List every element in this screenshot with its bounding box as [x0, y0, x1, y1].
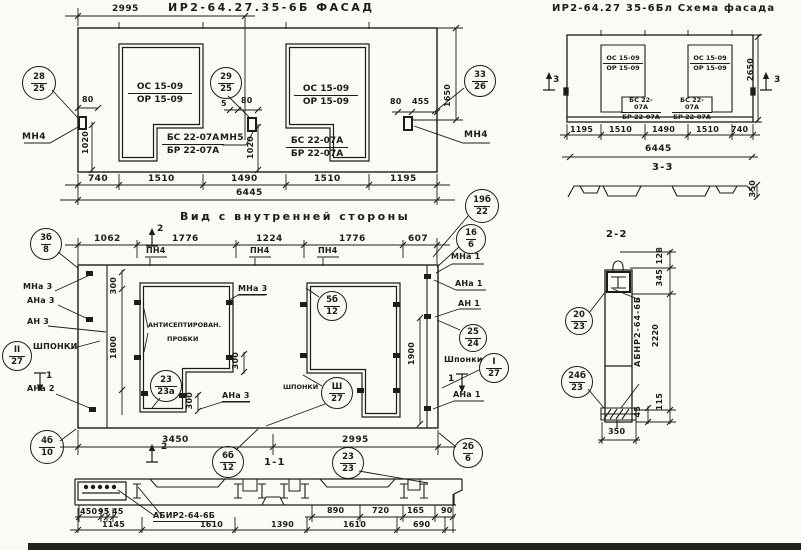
- callout-2b-6: [453, 438, 483, 468]
- inner-section-marker-2-bottom: 2: [161, 442, 168, 452]
- sill-block-code2: БР 22-07А: [290, 149, 344, 160]
- callout-num: 16: [465, 228, 477, 238]
- schema-dim-1195: 1195: [570, 125, 594, 134]
- inner-dim-607: 607: [408, 234, 428, 244]
- callout-num: 6б: [222, 451, 234, 461]
- inner-label-shponki-right: Шпонки: [444, 355, 483, 364]
- sill-block-code2: БР 22-07А: [166, 146, 220, 157]
- callout-num: 19б: [473, 195, 491, 205]
- callout-num: 33: [474, 70, 486, 80]
- sill-block-code: БС 22-07А: [162, 133, 224, 145]
- s11-dim-95: 95: [98, 507, 110, 516]
- facade-window2-label: [294, 84, 358, 108]
- window-block-code: ОС 15-09: [128, 82, 192, 94]
- inner-label-ana3: АНа 3: [27, 296, 55, 305]
- s11-reinforcement-label: АБИР2-64-6Б: [153, 512, 215, 522]
- callout-den: 27: [488, 368, 500, 379]
- inner-label-mna3b: МНа 3: [238, 285, 267, 295]
- s11-dim-45: 45: [112, 507, 124, 516]
- sill-block-code: БС 22-07А: [621, 97, 661, 113]
- callout-I-27: [479, 353, 509, 383]
- section-2-2-profile: [601, 261, 636, 428]
- inner-section-marker-1-right: 1: [448, 374, 455, 384]
- schema-section-marker-right: 3: [774, 75, 781, 85]
- inner-dim-300a: 300: [109, 277, 118, 295]
- callout-29-25: [210, 67, 242, 99]
- s11-dim-690: 690: [413, 520, 431, 529]
- inner-label-an3: АН 3: [27, 317, 50, 326]
- s11-dim-1390: 1390: [271, 520, 295, 529]
- inner-dim-1800: 1800: [109, 336, 118, 360]
- inner-dim-300b: 300: [231, 352, 240, 370]
- facade-dim-2995: 2995: [112, 4, 139, 14]
- callout-den: 23: [571, 382, 583, 393]
- callout-num: 5б: [326, 295, 338, 305]
- callout-den: 6: [468, 239, 474, 250]
- callout-num: 28: [33, 72, 45, 82]
- callout-num: II: [13, 345, 21, 355]
- schema-dim-1510b: 1510: [696, 125, 720, 134]
- facade-dim-80-left: 80: [82, 95, 94, 104]
- callout-den: 8: [43, 244, 49, 255]
- callout-num: 4б: [41, 436, 53, 446]
- s11-dim-450: 450: [80, 507, 98, 516]
- inner-view-title: Вид с внутренней стороны: [180, 210, 411, 223]
- scan-edge-bar: [28, 543, 801, 550]
- facade-dim-740: 740: [88, 174, 108, 184]
- schema-window2-label: [690, 55, 730, 72]
- callout-33-26: [464, 65, 496, 97]
- callout-den: 25: [33, 83, 45, 94]
- inner-label-ana2: АНа 2: [27, 384, 55, 393]
- callout-25-24: [459, 324, 487, 352]
- inner-section-marker-2-top: 2: [157, 224, 164, 234]
- inner-label-antiseptic-2: ПРОБКИ: [167, 335, 199, 343]
- schema-sill2-label: [672, 97, 712, 121]
- facade-dim-80-mid: 80: [241, 96, 253, 105]
- schema-section-label-3-3: 3-3: [652, 162, 674, 173]
- callout-den: 23а: [157, 386, 175, 397]
- callout-4b-10: [30, 430, 64, 464]
- facade-window1-label: [128, 82, 192, 106]
- facade-dim-455: 455: [412, 97, 430, 106]
- schema-dim-6445: 6445: [645, 144, 672, 154]
- schema-window1-label: [603, 55, 643, 72]
- s22-dim-45: 45: [633, 406, 642, 418]
- inner-label-antiseptic-1: АНТИСЕПТИРОВАН.: [148, 321, 222, 329]
- sill-block-code: БС 22-07А: [672, 97, 712, 113]
- callout-num: I: [492, 357, 496, 367]
- callout-23-23: [332, 447, 364, 479]
- s22-dim-345: 345: [655, 269, 664, 287]
- callout-den: 12: [326, 306, 338, 317]
- facade-dim-6445: 6445: [236, 188, 263, 198]
- inner-label-shponki-left: ШПОНКИ: [33, 342, 78, 351]
- schema-section-profile: [568, 186, 753, 197]
- inner-dim-1224: 1224: [256, 234, 283, 244]
- callout-19b-22: [465, 189, 499, 223]
- s11-dim-720: 720: [372, 506, 390, 515]
- inner-dim-300c: 300: [185, 392, 194, 410]
- facade-sill1-label: [162, 133, 224, 157]
- window-block-code: ОС 15-09: [294, 84, 358, 96]
- schema-sill1-label: [621, 97, 661, 121]
- sill-block-code: БС 22-07А: [286, 136, 348, 148]
- s22-dim-2220: 2220: [651, 324, 660, 348]
- callout-num: 3б: [40, 233, 52, 243]
- inner-label-ana3b: АНа 3: [222, 392, 250, 402]
- facade-dim-1020-mid: 1020: [246, 136, 255, 160]
- schema-section-marker-left: 3: [553, 75, 560, 85]
- inner-dim-1776a: 1776: [172, 234, 199, 244]
- facade-dim-80-right: 80: [390, 97, 402, 106]
- callout-den: 23: [342, 463, 354, 474]
- callout-den: 25: [220, 83, 232, 94]
- s11-dim-165: 165: [407, 506, 425, 515]
- facade-anchor-mn4-right: МН4: [464, 130, 488, 140]
- inner-label-pn4-1: ПН4: [146, 246, 166, 255]
- window-block-code: ОС 15-09: [603, 55, 643, 64]
- facade-sill2-label: [286, 136, 348, 160]
- schema-dim-1510a: 1510: [609, 125, 633, 134]
- inner-dim-1062: 1062: [94, 234, 121, 244]
- facade-dim-1490: 1490: [231, 174, 258, 184]
- callout-den: 12: [222, 462, 234, 473]
- callout-20-23: [565, 307, 593, 335]
- window-block-code2: ОР 15-09: [693, 64, 727, 73]
- callout-24b-23: [561, 366, 593, 398]
- schema-title: ИР2-64.27 35-6Бл Схема фасада: [552, 3, 776, 14]
- s22-reinforcement-label: АБНР2-64-6Б: [633, 296, 642, 367]
- window-block-code2: ОР 15-09: [136, 95, 184, 106]
- s11-dim-1145: 1145: [102, 520, 126, 529]
- callout-5b-12: [317, 291, 347, 321]
- s11-dim-1610b: 1610: [343, 520, 367, 529]
- inner-label-ana1: АНа 1: [455, 279, 483, 288]
- facade-dim-1510a: 1510: [148, 174, 175, 184]
- inner-section-marker-1-left: 1: [46, 371, 53, 381]
- callout-den: 26: [474, 81, 486, 92]
- sill-block-code2: БР 22-07А: [673, 113, 711, 122]
- facade-title: ИР2-64.27.35-6Б ФАСАД: [168, 1, 375, 14]
- facade-dim-1195: 1195: [390, 174, 417, 184]
- window-block-code: ОС 15-09: [690, 55, 730, 64]
- inner-dim-3450: 3450: [162, 435, 189, 445]
- inner-dim-2995: 2995: [342, 435, 369, 445]
- callout-num: 2б: [462, 442, 474, 452]
- callout-num: Ш: [331, 382, 343, 392]
- callout-II-27: [2, 341, 32, 371]
- schema-dim-350: 350: [748, 180, 757, 198]
- facade-anchor-mn5: МН5: [220, 133, 244, 143]
- s11-dim-1610a: 1610: [200, 520, 224, 529]
- callout-den: 10: [41, 447, 53, 458]
- facade-dim-1510b: 1510: [314, 174, 341, 184]
- callout-III-27: [321, 377, 353, 409]
- inner-label-pn4-3: ПН4: [318, 246, 338, 255]
- section-label-2-2: 2-2: [606, 229, 628, 240]
- callout-den: 22: [476, 206, 488, 217]
- callout-den: 27: [331, 393, 343, 404]
- callout-6b-12: [212, 446, 244, 478]
- inner-label-pn4-2: ПН4: [250, 246, 270, 255]
- callout-16-6: [456, 224, 486, 254]
- inner-label-mna3: МНа 3: [23, 282, 53, 291]
- callout-23-23a: [150, 370, 182, 402]
- schema-dim-740: 740: [731, 125, 749, 134]
- schema-dim-1490: 1490: [652, 125, 676, 134]
- inner-label-ana1b: АНа 1: [453, 390, 481, 399]
- callout-num: 23: [160, 375, 172, 385]
- inner-dimension-lines: [34, 228, 468, 462]
- section-label-1-1: 1-1: [264, 457, 286, 468]
- callout-num: 29: [220, 72, 232, 82]
- window-block-code2: ОР 15-09: [302, 97, 350, 108]
- callout-3b-8: [30, 228, 62, 260]
- facade-dim-1650: 1650: [443, 84, 452, 108]
- s22-dim-128: 128: [655, 247, 664, 265]
- section-1-1-dimensions: [70, 487, 456, 533]
- inner-label-an1: АН 1: [458, 299, 481, 308]
- callout-den: 6: [465, 453, 471, 464]
- facade-anchor-mn4-left: МН4: [22, 132, 46, 142]
- schema-dim-2650: 2650: [746, 58, 755, 82]
- inner-dim-1776b: 1776: [339, 234, 366, 244]
- facade-dim-1020-left: 1020: [81, 131, 90, 155]
- callout-den: 23: [573, 321, 585, 332]
- s22-dim-350: 350: [608, 427, 626, 436]
- s22-dim-115: 115: [655, 393, 664, 411]
- callout-28-25: [22, 66, 56, 100]
- inner-label-mna1: МНа 1: [451, 252, 481, 261]
- callout-den: 24: [467, 338, 479, 349]
- callout-num: 23: [342, 452, 354, 462]
- inner-dim-1900: 1900: [407, 342, 416, 366]
- s11-dim-90: 90: [441, 506, 453, 515]
- callout-den: 27: [11, 356, 23, 367]
- sill-block-code2: БР 22-07А: [622, 113, 660, 122]
- callout-num: 25: [467, 327, 479, 337]
- s11-dim-890: 890: [327, 506, 345, 515]
- callout-num: 20: [573, 310, 585, 320]
- callout-num: 24б: [568, 371, 586, 381]
- facade-dim-5: 5: [221, 99, 227, 108]
- window-block-code2: ОР 15-09: [606, 64, 640, 73]
- inner-label-shponki-mid: ШПОНКИ: [283, 383, 319, 391]
